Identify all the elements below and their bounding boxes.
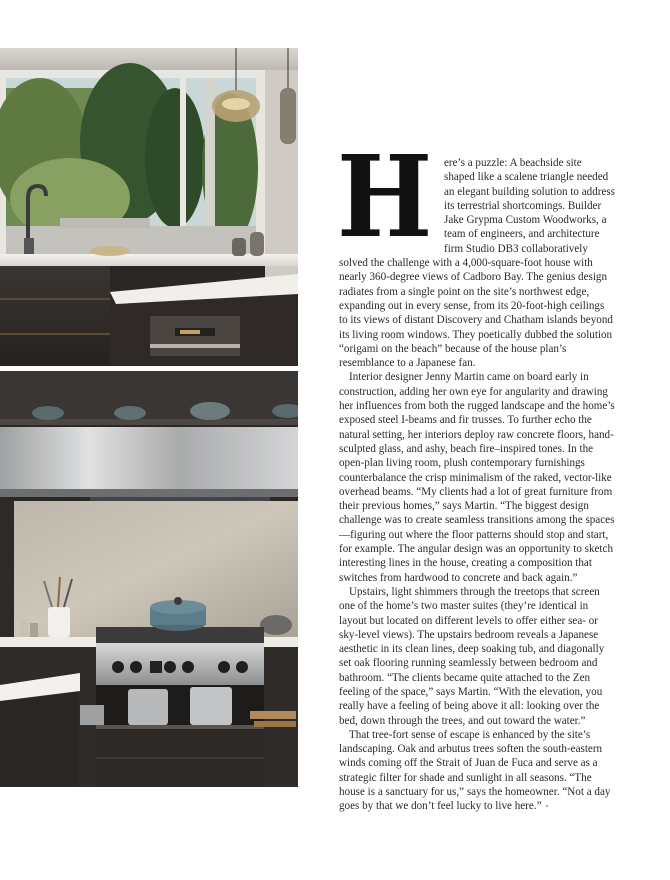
- end-mark-icon: ▫: [545, 802, 548, 811]
- kitchen-range-photo: [0, 371, 298, 787]
- article-paragraph-3: Upstairs, light shimmers through the treetops that screen one of the home’s two master suites (they’re identical in layout but located on different levels to offer either sea- or sky-level views). The upstairs bedroom reveals a Japanese aesthetic in its clean lines, deep soaking tub, and diagonally set oak flooring running seamlessly between bedroom and bathroom. “The clients became quite attached to the Zen feeling of the space,” says Martin. “With the elevation, you really have a feeling of being above it all: looking over the bed, down through the trees, and out toward the water.”: [339, 585, 605, 727]
- article-body: [337, 132, 615, 814]
- article-paragraph-4-text: That tree-fort sense of escape is enhanced by the site’s landscaping. Oak and arbutus trees soften the south-eastern winds coming off the Strait of Juan de Fuca and serve as a strategic filter for shade and sunlight in all seasons. “The house is a sanctuary for us,” says the homeowner. “Not a day goes by that we don’t feel lucky to live here.”: [339, 728, 611, 813]
- article-paragraph-1: ere’s a puzzle: A beachside site shaped like a scalene triangle needed an elegant building solution to address its terrestrial shortcomings. Builder Jake Grypma Custom Woodworks, a team of engineers, and architecture firm Studio DB3 collaboratively solved the challenge with a 4,000-square-foot house with nearly 360-degree views of Cadboro Bay. The genius design radiates from a single point on the site’s northwest edge, expanding out in every sense, from its 20-foot-high ceilings to its views of distant Discovery and Chatham islands beyond its living room windows. They poetically dubbed the solution “origami on the beach” because of the house plan’s resemblance to a Japanese fan.: [339, 157, 615, 370]
- article-paragraph-2: Interior designer Jenny Martin came on board early in construction, adding her own eye for angularity and drawing her influences from both the rugged landscape and the home’s exposed steel I-beams and fir trusses. To further echo the natural setting, her interiors deploy raw concrete floors, hand-sculpted glass, and ashy, beach fire–inspired tones. In the open-plan living room, plush contemporary furnishings counterbalance the crisp minimalism of the raked, vector-like overhead beams. “My clients had a lot of great furniture from their previous homes,” says Martin. “The biggest design challenge was to create seamless transitions among the spaces—figuring out where the floor patterns should stop and start, for example. The angular design was an opportunity to sketch interesting lines in the house, creating a composition that switches from hardwood to concrete and back again.”: [339, 371, 615, 584]
- article-paragraph-4: [339, 728, 615, 814]
- drop-cap: H: [337, 132, 433, 263]
- kitchen-window-photo: [0, 48, 298, 366]
